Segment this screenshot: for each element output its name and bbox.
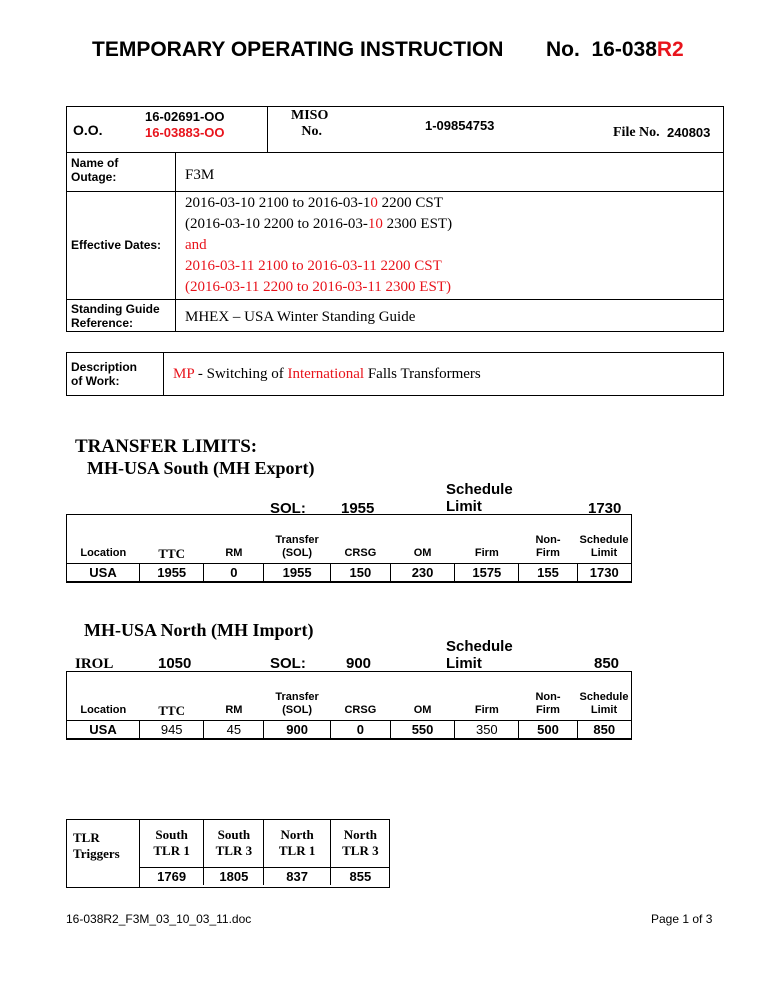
cell-non-firm: 155 — [519, 563, 577, 581]
col-non-firm: Non- Firm — [535, 690, 561, 716]
cell-transfer-sol: 1955 — [264, 563, 330, 581]
south-heading: MH-USA South (MH Export) — [87, 458, 315, 478]
south-header-row — [67, 515, 631, 563]
footer-page-number: Page 1 of 3 — [651, 912, 713, 926]
info-box — [66, 106, 724, 332]
eff-line-1: 2016-03-10 2100 to 2016-03-10 2200 CST — [185, 195, 443, 211]
cell-rm: 45 — [204, 720, 264, 738]
col-transfer-sol: Transfer (SOL) — [275, 533, 319, 559]
cell-schedule-limit: 850 — [577, 720, 631, 738]
cell-rm: 0 — [204, 563, 264, 581]
south-value-row — [67, 563, 631, 581]
document-number-revision: R2 — [656, 38, 684, 61]
irol-label: IROL — [75, 656, 114, 672]
footer-filename: 16-038R2_F3M_03_10_03_11.doc — [66, 912, 252, 926]
north-header-row — [67, 672, 631, 720]
miso-label: MISO No. — [291, 108, 329, 139]
outage-value: F3M — [185, 167, 215, 183]
col-crsg: CRSG — [344, 546, 377, 559]
outage-label: Name of Outage: — [71, 156, 119, 184]
document-number — [546, 38, 684, 62]
north-sol-value: 900 — [346, 655, 372, 672]
file-no-label: File No. — [613, 125, 660, 140]
col-om: OM — [413, 546, 432, 559]
north-sol-label: SOL: — [270, 655, 306, 672]
tlr-north-3-value: 855 — [330, 867, 390, 885]
oo-number-2: 16-03883-OO — [145, 125, 225, 140]
eff-line-2: (2016-03-10 2200 to 2016-03-10 2300 EST) — [185, 216, 453, 232]
standing-guide-value: MHEX – USA Winter Standing Guide — [185, 309, 416, 325]
tlr-north-1-value: 837 — [264, 867, 330, 885]
col-transfer-sol: Transfer (SOL) — [275, 690, 319, 716]
tlr-value-row — [140, 867, 391, 885]
south-sol-label: SOL: — [270, 500, 306, 517]
file-number: 240803 — [667, 125, 711, 140]
cell-om: 550 — [390, 720, 454, 738]
north-schedule-limit-value: 850 — [594, 655, 620, 672]
col-rm: RM — [225, 703, 243, 716]
tlr-south-3-value: 1805 — [204, 867, 264, 885]
north-value-row — [67, 720, 631, 738]
cell-transfer-sol: 900 — [264, 720, 330, 738]
north-limits-table — [66, 671, 632, 740]
cell-ttc: 1955 — [140, 563, 204, 581]
col-crsg: CRSG — [344, 703, 377, 716]
description-label: Description of Work: — [71, 360, 138, 388]
eff-line-3: and — [185, 237, 207, 253]
transfer-limits-heading: TRANSFER LIMITS: — [75, 436, 258, 457]
eff-line-5: (2016-03-11 2200 to 2016-03-11 2300 EST) — [185, 279, 451, 295]
south-sol-value: 1955 — [341, 500, 375, 517]
tlr-header-row — [140, 819, 391, 867]
tlr-col-north-1: North TLR 1 — [264, 819, 330, 867]
col-om: OM — [413, 703, 432, 716]
tlr-triggers-label: TLR Triggers — [73, 830, 120, 861]
cell-crsg: 0 — [330, 720, 390, 738]
col-non-firm: Non- Firm — [535, 533, 561, 559]
irol-value: 1050 — [158, 655, 192, 672]
document-number-prefix: No. 16-038 — [546, 38, 657, 61]
south-schedule-limit-value: 1730 — [588, 500, 622, 517]
col-ttc: TTC — [158, 702, 186, 718]
col-schedule-limit: Schedule Limit — [579, 533, 629, 559]
cell-firm: 1575 — [455, 563, 519, 581]
south-schedule-limit-label: Schedule Limit — [446, 481, 513, 515]
cell-schedule-limit: 1730 — [577, 563, 631, 581]
standing-guide-label: Standing Guide Reference: — [71, 302, 160, 330]
north-schedule-limit-label: Schedule Limit — [446, 638, 513, 672]
cell-ttc: 945 — [140, 720, 204, 738]
tlr-south-1-value: 1769 — [140, 867, 204, 885]
south-limits-table — [66, 514, 632, 583]
eff-line-4: 2016-03-11 2100 to 2016-03-11 2200 CST — [185, 258, 442, 274]
cell-non-firm: 500 — [519, 720, 577, 738]
col-location: Location — [80, 546, 127, 559]
col-ttc: TTC — [158, 545, 186, 561]
col-firm: Firm — [474, 703, 499, 716]
tlr-col-south-1: South TLR 1 — [140, 819, 204, 867]
col-firm: Firm — [474, 546, 499, 559]
tlr-col-south-3: South TLR 3 — [204, 819, 264, 867]
col-schedule-limit: Schedule Limit — [579, 690, 629, 716]
cell-location: USA — [67, 563, 140, 581]
cell-location: USA — [67, 720, 140, 738]
col-location: Location — [80, 703, 127, 716]
cell-crsg: 150 — [330, 563, 390, 581]
document-title: TEMPORARY OPERATING INSTRUCTION — [92, 38, 504, 61]
oo-label: O.O. — [73, 122, 103, 138]
effective-dates-value — [185, 193, 452, 298]
tlr-col-north-3: North TLR 3 — [330, 819, 390, 867]
tlr-triggers-table — [66, 819, 390, 888]
description-value: MP - Switching of International Falls Transformers — [173, 366, 481, 382]
cell-firm: 350 — [455, 720, 519, 738]
col-rm: RM — [225, 546, 243, 559]
description-box — [66, 352, 724, 396]
oo-number-1: 16-02691-OO — [145, 109, 225, 124]
cell-om: 230 — [390, 563, 454, 581]
miso-number: 1-09854753 — [425, 118, 495, 133]
effective-dates-label: Effective Dates: — [71, 238, 162, 252]
north-heading: MH-USA North (MH Import) — [84, 620, 314, 640]
